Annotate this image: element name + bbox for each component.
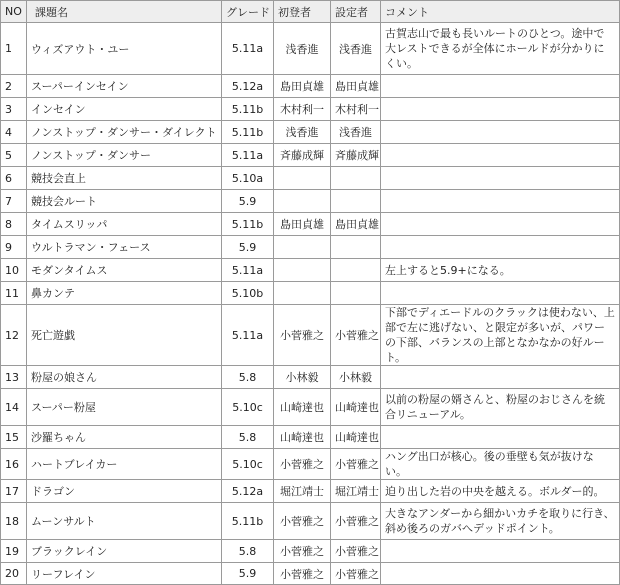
table-row (1, 563, 620, 585)
cell-comment: 古賀志山で最も長いルートのひとつ。途中で大レストできるが全体にホールドが分かりにくい。 (381, 23, 620, 75)
table-header-row (1, 1, 620, 23)
table-row (1, 503, 620, 540)
cell-setter: 山崎達也 (331, 389, 381, 426)
cell-comment (381, 75, 620, 98)
table-row (1, 282, 620, 305)
cell-grade: 5.11a (222, 305, 274, 366)
table-row (1, 236, 620, 259)
cell-setter: 小菅雅之 (331, 563, 381, 585)
cell-route-name: ウルトラマン・フェース (27, 236, 222, 259)
cell-first-ascent: 堀江靖士 (274, 480, 331, 503)
table-row (1, 121, 620, 144)
cell-no: 18 (1, 503, 27, 540)
cell-comment: 大きなアンダーから細かいカチを取りに行き、斜め後ろのガバへデッドポイント。 (381, 503, 620, 540)
cell-first-ascent: 山崎達也 (274, 389, 331, 426)
cell-grade: 5.11b (222, 213, 274, 236)
cell-setter: 小菅雅之 (331, 503, 381, 540)
cell-setter: 島田貞雄 (331, 213, 381, 236)
cell-no: 3 (1, 98, 27, 121)
cell-comment (381, 121, 620, 144)
header-grade: グレード (222, 1, 274, 23)
table-row (1, 449, 620, 480)
cell-no: 11 (1, 282, 27, 305)
cell-route-name: 競技会直上 (27, 167, 222, 190)
cell-route-name: タイムスリッパ (27, 213, 222, 236)
table-row (1, 480, 620, 503)
cell-setter (331, 167, 381, 190)
cell-no: 4 (1, 121, 27, 144)
table-row (1, 167, 620, 190)
cell-route-name: スーパーインセイン (27, 75, 222, 98)
cell-first-ascent: 木村利一 (274, 98, 331, 121)
cell-comment: 左上すると5.9+になる。 (381, 259, 620, 282)
cell-first-ascent: 小菅雅之 (274, 449, 331, 480)
cell-first-ascent: 斉藤成輝 (274, 144, 331, 167)
cell-setter: 浅香進 (331, 23, 381, 75)
cell-first-ascent: 小林毅 (274, 366, 331, 389)
cell-first-ascent (274, 190, 331, 213)
cell-no: 2 (1, 75, 27, 98)
cell-grade: 5.11a (222, 144, 274, 167)
cell-comment (381, 426, 620, 449)
cell-setter: 島田貞雄 (331, 75, 381, 98)
cell-comment (381, 540, 620, 563)
table-row (1, 540, 620, 563)
table-row (1, 144, 620, 167)
cell-grade: 5.11b (222, 98, 274, 121)
table-row (1, 366, 620, 389)
cell-setter (331, 190, 381, 213)
table-row (1, 259, 620, 282)
cell-comment (381, 190, 620, 213)
cell-comment: 下部でディエードルのクラックは使わない、上部で左に逃げない、と限定が多いが、パワーの下部、バランスの上部となかなかの好ルート。 (381, 305, 620, 366)
table-row (1, 75, 620, 98)
cell-no: 12 (1, 305, 27, 366)
cell-setter: 山崎達也 (331, 426, 381, 449)
cell-first-ascent: 小菅雅之 (274, 305, 331, 366)
header-route-name: 課題名 (27, 1, 222, 23)
table-row (1, 213, 620, 236)
table-row (1, 305, 620, 366)
cell-route-name: ドラゴン (27, 480, 222, 503)
cell-no: 16 (1, 449, 27, 480)
cell-route-name: 競技会ルート (27, 190, 222, 213)
cell-route-name: スーパー粉屋 (27, 389, 222, 426)
cell-setter (331, 259, 381, 282)
header-first-ascent: 初登者 (274, 1, 331, 23)
cell-route-name: ブラックレイン (27, 540, 222, 563)
cell-no: 5 (1, 144, 27, 167)
cell-setter: 斉藤成輝 (331, 144, 381, 167)
cell-first-ascent (274, 167, 331, 190)
cell-first-ascent: 小菅雅之 (274, 540, 331, 563)
cell-comment (381, 167, 620, 190)
cell-route-name: 死亡遊戯 (27, 305, 222, 366)
cell-first-ascent: 小菅雅之 (274, 563, 331, 585)
cell-no: 1 (1, 23, 27, 75)
cell-grade: 5.8 (222, 366, 274, 389)
cell-first-ascent: 島田貞雄 (274, 75, 331, 98)
cell-first-ascent: 小菅雅之 (274, 503, 331, 540)
cell-comment: 迫り出した岩の中央を越える。ボルダー的。 (381, 480, 620, 503)
cell-route-name: 鼻カンテ (27, 282, 222, 305)
cell-route-name: ノンストップ・ダンサー (27, 144, 222, 167)
cell-comment (381, 98, 620, 121)
cell-comment (381, 144, 620, 167)
cell-route-name: 粉屋の娘さん (27, 366, 222, 389)
cell-setter: 小菅雅之 (331, 449, 381, 480)
cell-setter (331, 282, 381, 305)
cell-comment (381, 366, 620, 389)
table-body (1, 23, 620, 585)
cell-grade: 5.11b (222, 503, 274, 540)
cell-first-ascent (274, 259, 331, 282)
cell-setter: 堀江靖士 (331, 480, 381, 503)
cell-setter (331, 236, 381, 259)
cell-no: 6 (1, 167, 27, 190)
cell-route-name: インセイン (27, 98, 222, 121)
cell-grade: 5.10b (222, 282, 274, 305)
cell-comment: 以前の粉屋の婿さんと、粉屋のおじさんを統合リニューアル。 (381, 389, 620, 426)
cell-first-ascent: 島田貞雄 (274, 213, 331, 236)
cell-first-ascent: 浅香進 (274, 121, 331, 144)
cell-route-name: ハートブレイカー (27, 449, 222, 480)
cell-grade: 5.11a (222, 23, 274, 75)
cell-no: 19 (1, 540, 27, 563)
cell-grade: 5.12a (222, 480, 274, 503)
cell-no: 13 (1, 366, 27, 389)
cell-grade: 5.9 (222, 190, 274, 213)
cell-comment (381, 213, 620, 236)
table-row (1, 98, 620, 121)
cell-comment: ハング出口が核心。後の垂壁も気が抜けない。 (381, 449, 620, 480)
table-row (1, 426, 620, 449)
cell-setter: 小菅雅之 (331, 305, 381, 366)
cell-first-ascent: 山崎達也 (274, 426, 331, 449)
header-no: NO (1, 1, 27, 23)
cell-grade: 5.11a (222, 259, 274, 282)
cell-no: 8 (1, 213, 27, 236)
table-row (1, 23, 620, 75)
cell-route-name: ムーンサルト (27, 503, 222, 540)
header-setter: 設定者 (331, 1, 381, 23)
cell-no: 9 (1, 236, 27, 259)
cell-route-name: モダンタイムス (27, 259, 222, 282)
cell-grade: 5.12a (222, 75, 274, 98)
cell-grade: 5.10c (222, 389, 274, 426)
cell-grade: 5.9 (222, 563, 274, 585)
cell-no: 17 (1, 480, 27, 503)
table-row (1, 190, 620, 213)
cell-no: 20 (1, 563, 27, 585)
cell-setter: 木村利一 (331, 98, 381, 121)
cell-comment (381, 563, 620, 585)
cell-setter: 小林毅 (331, 366, 381, 389)
cell-route-name: ウィズアウト・ユー (27, 23, 222, 75)
cell-no: 10 (1, 259, 27, 282)
cell-no: 7 (1, 190, 27, 213)
cell-route-name: リーフレイン (27, 563, 222, 585)
cell-no: 15 (1, 426, 27, 449)
cell-route-name: 沙羅ちゃん (27, 426, 222, 449)
cell-setter: 小菅雅之 (331, 540, 381, 563)
cell-grade: 5.8 (222, 540, 274, 563)
cell-grade: 5.10c (222, 449, 274, 480)
cell-first-ascent (274, 236, 331, 259)
cell-grade: 5.10a (222, 167, 274, 190)
table-row (1, 389, 620, 426)
cell-no: 14 (1, 389, 27, 426)
cell-grade: 5.11b (222, 121, 274, 144)
cell-first-ascent: 浅香進 (274, 23, 331, 75)
cell-setter: 浅香進 (331, 121, 381, 144)
cell-route-name: ノンストップ・ダンサー・ダイレクト (27, 121, 222, 144)
cell-grade: 5.9 (222, 236, 274, 259)
cell-comment (381, 236, 620, 259)
cell-comment (381, 282, 620, 305)
header-comment: コメント (381, 1, 620, 23)
cell-grade: 5.8 (222, 426, 274, 449)
cell-first-ascent (274, 282, 331, 305)
